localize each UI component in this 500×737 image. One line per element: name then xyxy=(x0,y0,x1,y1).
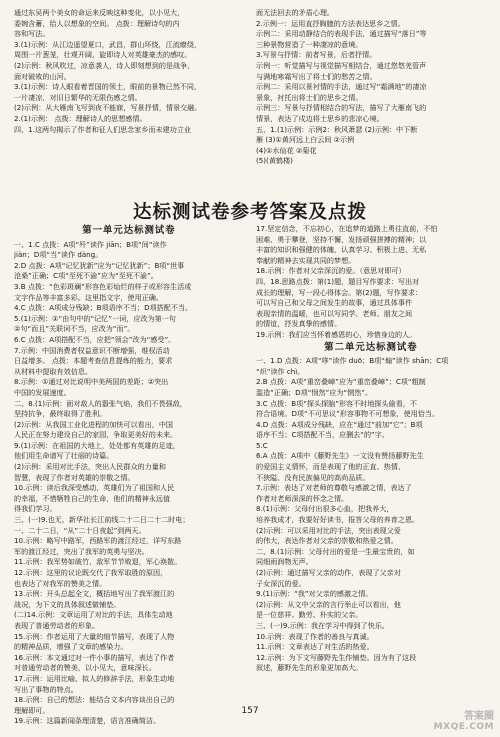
answer-line: “炽”读作 chì。 xyxy=(256,366,305,376)
answer-line: (5)(黄鹤楼) xyxy=(256,156,293,166)
top-section xyxy=(14,8,486,194)
answer-line: 丰富的知识和强健的体魄，认真学习、积极上进、无私 xyxy=(256,245,427,255)
answer-line: 面对破败的山河。 xyxy=(14,71,71,81)
bottom-right-column xyxy=(256,224,486,692)
answer-line: 2.D 点拨：A项“记忆犹新”应为“记忆犹新”；B项“世事 xyxy=(14,260,185,270)
answer-line: 四、18.思路点拨：第(1)题，题目写作要求：写出对 xyxy=(256,276,420,286)
document-page xyxy=(14,8,486,730)
answer-line: 10.示例：表现了作者的善良与真诚。 xyxy=(256,631,374,641)
answer-line: 写出了事物的特点。 xyxy=(14,684,78,694)
answer-line: 表现亲情的温暖，也可以写同学、老师、朋友之间 xyxy=(256,308,413,318)
answer-line: 面无法回去的矛盾心理。 xyxy=(256,8,335,17)
answer-line: (2)示例：秋风吹过，凉意袭人，诗人即刻想到的是战争， xyxy=(14,60,195,70)
answer-line: 成长的理解，写一段心得体会。第(2)题，写作要求： xyxy=(256,287,423,297)
answer-line: 17.坚定信念，不忘初心，在追梦的道路上勇往直前，不怕 xyxy=(256,224,438,233)
answer-line: (2)示例：从我国工业化进程的加快可以看出，中国 xyxy=(14,419,174,429)
answer-line: 子女深沉的爱。 xyxy=(256,578,306,588)
answer-line: 示例一：听觉描写与视觉描写相结合，通过悠悠羌管声 xyxy=(256,60,427,70)
answer-line: 情景，表达了戍边将士思乡的悲凉心境。 xyxy=(256,113,384,123)
answer-line: 3.B 点拨：“色彩斑斓”形容色彩灿烂的样子或形容生活或 xyxy=(14,281,192,291)
answer-line: 不狭隘、没有民族偏见的高尚品质。 xyxy=(256,472,370,482)
answer-line: 从材料中提取有效信息。 xyxy=(14,366,93,376)
answer-line: 19.示例：这篇新闻条理清楚，语言准确简洁。 xyxy=(14,716,161,726)
answer-line: ②句“而且”关联词不当，应改为“而”。 xyxy=(14,324,135,334)
answer-line: 二、8.(1)示例：父母付出的爱是一生最宝贵的，如 xyxy=(256,546,415,556)
answer-line: 示例二：采用动静结合的表现手法，通过描写“落日”等 xyxy=(256,29,427,39)
answer-line: 12.示例：这里的议论既交代了我军取胜的原因， xyxy=(14,568,168,577)
answer-line: 人民正在努力建设自己的家园，争取更美好的未来。 xyxy=(14,430,178,440)
answer-line: 中国的发展速度。 xyxy=(14,387,71,397)
answer-line: 一、1.C 点拨：A项“歼”读作 jiān；B项“间”读作 xyxy=(14,239,167,249)
section-title-unit-2: 第二单元达标测试卷 xyxy=(324,341,418,353)
answer-line: 也表达了对我军的赞美之情。 xyxy=(14,578,107,588)
answer-line: 12.示例：为下文写藤野先生作铺垫。因为有了这段 xyxy=(256,652,417,662)
answer-line: 四、1.这两句揭示了作者和征人们思念家乡而未建功立业 xyxy=(14,124,192,134)
answer-line: 得我们学习。 xyxy=(14,504,57,514)
answer-line: 3.(1)示例：诗人眼看着晋国的领土，眼前的景物已然不同， xyxy=(14,82,202,92)
answer-line: 4.C 点拨：A项成分残缺；B项语序不当；D项搭配不当。 xyxy=(14,303,193,313)
answer-line: 11.示例：我军势如破竹，敌军节节败退，军心涣散。 xyxy=(14,557,182,567)
answer-line: 通过东吴两个美女的命运来反映这种变化，以小见大， xyxy=(14,8,185,17)
answer-line: 滥造”正确；D项“悯然”应为“惘然”。 xyxy=(256,387,373,397)
answer-line: 一、二十二日，“从”二十日夜起”到两天。 xyxy=(14,525,146,535)
answer-line: (4)①水仙花 ②菊花 xyxy=(256,145,317,155)
top-left-column xyxy=(14,8,244,194)
answer-line: 委婉含蓄，给人以想象的空间。 点拨：理解诗句的内 xyxy=(14,18,180,28)
answer-line: 容和写法。 xyxy=(14,29,50,39)
answer-line: 的幸福，不惜牺牲自己的生命，他们的精神永远值 xyxy=(14,493,171,503)
answer-line: 6.A 点拨：A项中《藤野先生》一文没有赞扬藤野先生 xyxy=(256,451,424,461)
answer-line: 符合语境。D项“不可思议”形容事物不可想象，使用恰当。 xyxy=(256,409,440,419)
bottom-left-column xyxy=(14,224,244,726)
answer-line: 语序不当；C项搭配不当，应删去“的”字。 xyxy=(256,430,389,440)
answer-line: 3.C 点拨：B项“探头探脑”形容不时地探头偷看，不 xyxy=(256,398,417,408)
answer-line: 9.(1)示例：“我”对父亲的感激之情。 xyxy=(256,589,373,599)
answer-line: 同细雨润物无声。 xyxy=(256,557,313,567)
answer-line: 的精神品质，增强了文章的感染力。 xyxy=(14,642,128,652)
watermark-logo xyxy=(434,711,494,733)
unit-1-answers xyxy=(14,240,244,727)
answer-line: 10.示例：读后我深受感动，英雄们为了祖国和人民 xyxy=(14,483,175,493)
answer-line: 11.示例：文章表达了对生活的热爱。 xyxy=(256,642,374,652)
top-right-column xyxy=(256,8,486,194)
answer-line: (2)示例：从大雁南飞写到夜不能寐，写景抒情，情景交融。 xyxy=(14,103,202,113)
answer-line: 2.B 点拨：A项“重峦叠嶂”应为“重峦叠嶂”；C项“粗制 xyxy=(256,377,426,387)
answer-line: (2)示例：从文中父亲的言行举止可以看出，他 xyxy=(256,599,401,609)
answer-line: 一、1.D 点拨：A项“哆”读作 duō；B项“煽”读作 shān；C项 xyxy=(256,356,449,366)
answer-line: 二、8.(1)示例：面对敌人的嚣张气焰，我们不畏强敌， xyxy=(14,398,187,408)
answer-line: 一片凄凉，对旧日繁华的无限伤感之情。 xyxy=(14,92,142,102)
answer-line: 军的渡江经过，突出了我军的英勇与坚决。 xyxy=(14,546,149,556)
answer-line: 3.(1)示例：从江边遥望夏口，武昌，群山环绕，江流缭绕， xyxy=(14,39,202,49)
answer-line: 8.(1)示例：父母付出很多心血，把我养大， xyxy=(256,504,394,514)
answer-line: jiàn；D项“当”读作 dàng。 xyxy=(14,250,103,260)
answer-line: 奉献的精神去实现共同的梦想。 xyxy=(256,255,356,265)
answer-line: 5.C xyxy=(256,440,268,450)
answer-line: (二)14.示例：文章运用了对比的手法，具体生动地 xyxy=(14,610,173,620)
answer-line: 8.示例：①通过对比说明中美两国的差距；②突出 xyxy=(14,377,169,387)
answer-line: 5.(1)示例：①“由句中的“记忆”一词，应改为第一句 xyxy=(14,313,176,323)
answer-line: 6.C 点拨：A项搭配不当，应把“领会”改为“感受”。 xyxy=(14,334,176,344)
answer-line: 雁 (3)①黄河远上白云间 ②示例 xyxy=(256,135,355,145)
answer-line: 培养我成才，我要好好读书，报答父母的养育之恩。 xyxy=(256,515,420,525)
answer-line: 19.示例：我们应当怀着感恩的心，珍惜身边的人。 xyxy=(256,329,417,339)
answer-line: 叙述，藤野先生的形象更加高大。 xyxy=(256,663,363,673)
answer-line: 他们用生命谱写了壮丽的诗篇。 xyxy=(14,451,114,461)
answer-line: 战况，为下文的具体叙述做铺垫。 xyxy=(14,599,121,609)
answer-line: 与满地寒霜写出了将士们的愁苦之情。 xyxy=(256,71,377,81)
answer-line: 坚持抗争，最终取得了胜利。 xyxy=(14,409,107,419)
answer-line: 日益增多。 点拨：本题考查信息提炼的能力，要求 xyxy=(14,356,173,366)
answer-line: 智慧，表现了作者对英雄的崇敬之情。 xyxy=(14,472,135,482)
answer-line: 2.(1)示例： 点拨：理解诗人的思想感情。 xyxy=(14,113,147,123)
answer-line: 周围一片葱茏，壮观开阔，旋即诗人对英雄豪杰的感叹。 xyxy=(14,50,192,60)
answer-line: 表现了普通劳动者的形象。 xyxy=(14,620,100,630)
answer-line: 可以写自己和父母之间发生的故事，通过具体事件 xyxy=(256,298,413,308)
answer-line: 的伟大，表达作者对父亲的崇敬和热爱之情。 xyxy=(256,536,398,546)
answer-line: 三、(一)9.也无，新华社长江前线二十二日二十二时电； xyxy=(14,515,190,525)
answer-line: 文字作品等丰富多彩。这里指文字，使用正确。 xyxy=(14,292,163,302)
answer-line: 18.示例：自己的想法：能结合文本内容谈出自己的 xyxy=(14,695,175,705)
answer-line: 2.示例一：运用直抒胸臆的方法表达思乡之情。 xyxy=(256,18,405,28)
page-title: 达标测试卷参考答案及点拨 xyxy=(132,202,367,223)
answer-line: 3.写景与抒情：前者写景，后者抒情。 xyxy=(256,50,377,60)
answer-line: (2)示例：通过描写父亲的动作，表现了父亲对 xyxy=(256,568,401,577)
answer-line: 13.示例：开头总起全文，概括地写出了我军渡江的 xyxy=(14,589,175,599)
answer-line: 示例三：写景与抒情相结合的写法，描写了大雁南飞的 xyxy=(256,103,427,113)
answer-line: 五、1.(1)示例：示例2：秋风萧瑟 (2)示例：中下断 xyxy=(256,124,418,134)
answer-line: 是一位慈祥、勤劳、朴实的父亲。 xyxy=(256,610,363,620)
answer-line: 三、(一)9.示例：我在学习中得到了快乐。 xyxy=(256,620,389,630)
answer-line: 的爱国主义情怀，而是表现了他的正直、热情、 xyxy=(256,462,405,472)
answer-line: (2)示例：采用对比手法，突出人民群众的力量和 xyxy=(14,462,166,472)
page-number: 157 xyxy=(241,706,259,716)
answer-line: 10.示例：略写中路军，西路军的渡江经过，详写东路 xyxy=(14,536,182,546)
watermark-line-1: 答案圈 xyxy=(464,711,494,722)
answer-line: 7.示例：中国消费者权益意识不断增强，维权活动 xyxy=(14,345,170,355)
section-title-unit-1: 第一单元达标测试卷 xyxy=(82,225,176,236)
answer-line: 15.示例：作者运用了大量的细节描写，表现了人物 xyxy=(14,631,175,641)
answer-line: (2)示例：可以采用对比的手法，突出表现父爱 xyxy=(256,525,401,535)
answer-line: 16.示例：本文通过对一件小事的描写，表达了作者 xyxy=(14,652,175,662)
answer-line: 9.(1)示例：在祖国的大地上，处处都有英雄的足迹， xyxy=(14,440,180,450)
answer-line: 17.示例：运用比喻、拟人的修辞手法，形象生动地 xyxy=(14,673,175,683)
answer-line: 对普通劳动者的赞美，以小见大，意味深长。 xyxy=(14,663,156,673)
answer-line: 困难、勇于攀登，坚持不懈，发扬顽强拼搏的精神；以 xyxy=(256,234,427,244)
unit-1-answers-continued xyxy=(256,224,486,341)
answer-line: 的情谊，抒发真挚的感情。 xyxy=(256,319,342,329)
answer-line: 作者对老师深深的怀念之情。 xyxy=(256,493,349,503)
answer-line: 理解即可。 xyxy=(14,705,50,715)
answer-line: 三种景物营造了一种凄凉的意境。 xyxy=(256,39,363,49)
answer-line: 景象，衬托出将士们的思乡之情。 xyxy=(256,92,363,102)
unit-2-answers xyxy=(256,356,486,674)
answer-line: 示例二：采用以景衬情的手法，通过写“霜满地”的凄凉 xyxy=(256,82,427,92)
answer-line: 沧桑”正确；C项“至死不渝”应为“至死不渝”。 xyxy=(14,271,158,281)
answer-line: 18.示例：作者对父亲深沉的爱。（意思对即可） xyxy=(256,266,406,276)
answer-line: 7.示例：表达了对老师的尊敬与感激之情，表达了 xyxy=(256,483,412,493)
answer-line: 4.D 点拨：A项成分残缺，应在“通过”前加“它”；B项 xyxy=(256,419,423,429)
watermark-line-2: MXQE.COM xyxy=(433,722,494,732)
